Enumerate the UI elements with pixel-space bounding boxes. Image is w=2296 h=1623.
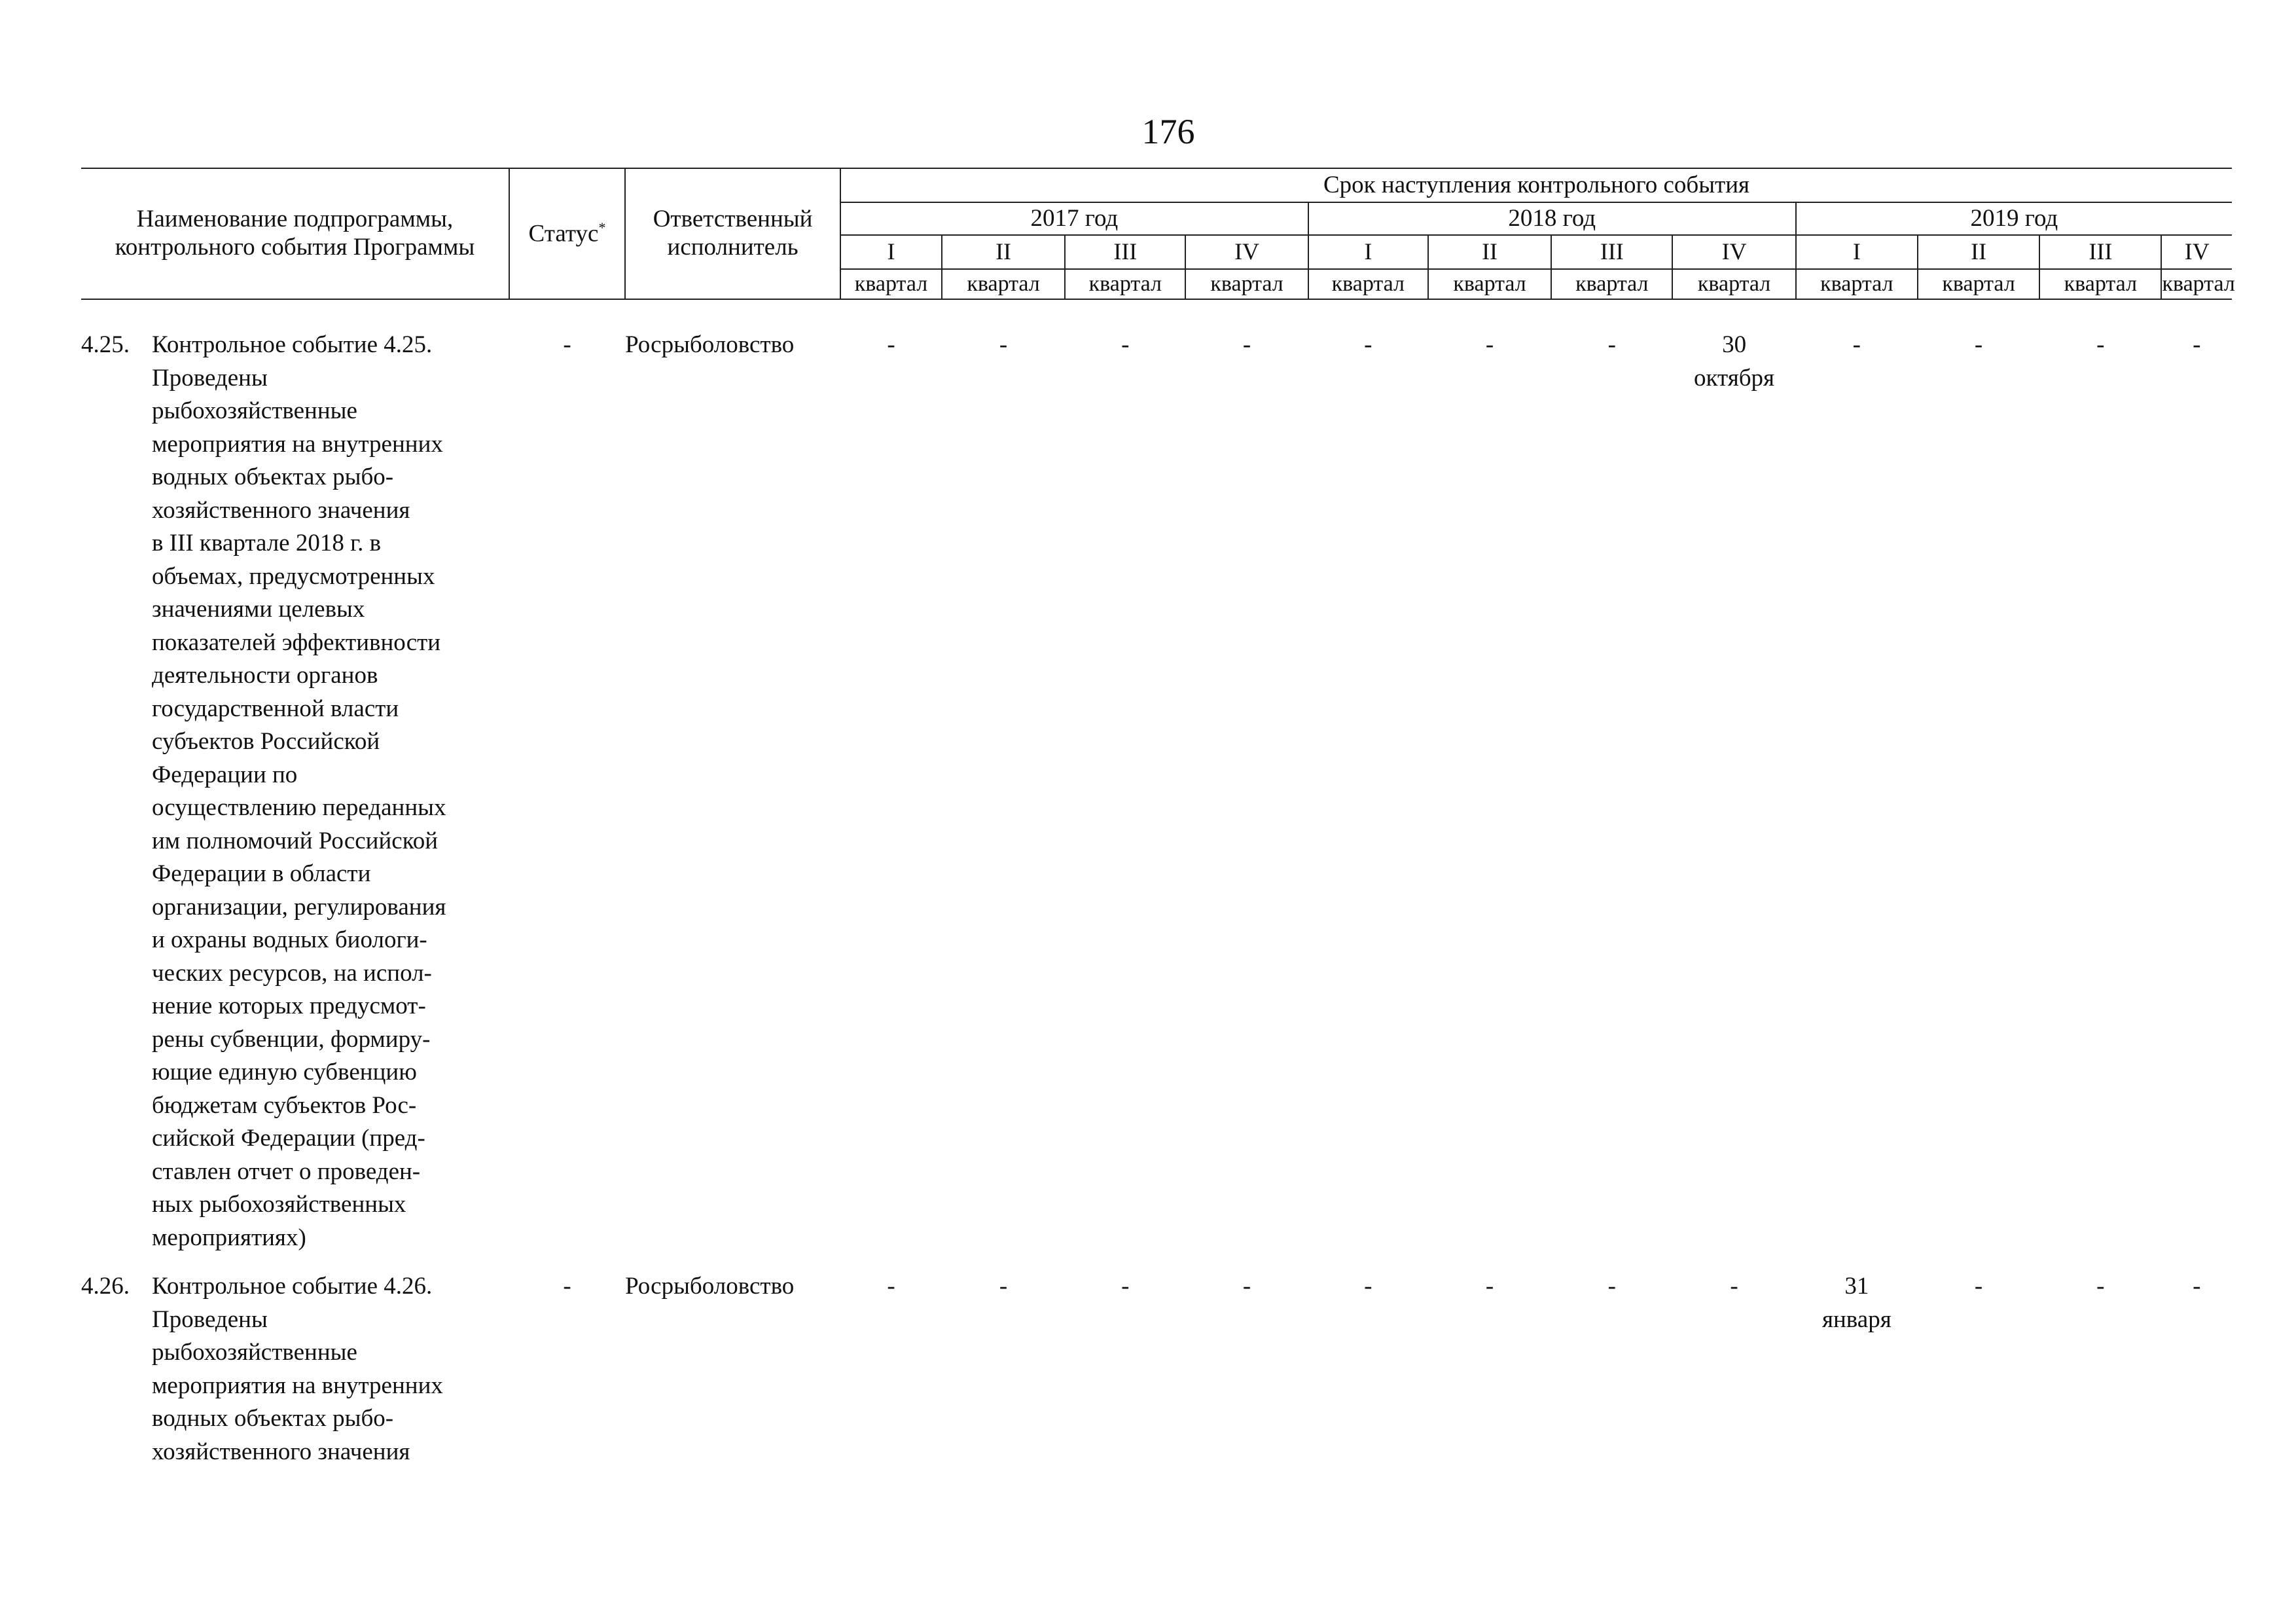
header-quarter-numeral: IV: [1185, 235, 1308, 269]
header-quarter-numeral: III: [1551, 235, 1672, 269]
row-gap: [81, 1254, 2232, 1270]
quarter-cell: -: [1121, 331, 1130, 358]
header-quarter-numeral: I: [840, 235, 942, 269]
table-body: [81, 299, 2232, 1468]
quarter-cell: -: [1974, 331, 1983, 358]
header-quarter-word: квартал: [840, 269, 942, 299]
quarter-cell: -: [1364, 1273, 1372, 1300]
row-number: 4.25.: [81, 331, 130, 358]
header-year: 2019 год: [1796, 202, 2232, 235]
status-value: -: [563, 1273, 571, 1300]
status-footnote-mark: *: [598, 219, 606, 236]
quarter-cell: -: [1607, 1273, 1616, 1300]
header-year: 2018 год: [1308, 202, 1796, 235]
quarter-cell: -: [999, 331, 1008, 358]
table-row: [81, 329, 2232, 1254]
header-status-column: [509, 168, 625, 299]
header-quarter-numeral: III: [1065, 235, 1185, 269]
executor-value: Росрыболовство: [625, 1273, 795, 1300]
header-quarter-word: квартал: [1551, 269, 1672, 299]
header-quarter-word: квартал: [2161, 269, 2232, 299]
table-header: [81, 168, 2235, 299]
header-quarter-word: квартал: [1308, 269, 1428, 299]
quarter-cell: -: [1364, 331, 1372, 358]
header-quarter-numeral: II: [1918, 235, 2039, 269]
quarter-cell: -: [2096, 331, 2105, 358]
header-quarter-numeral: II: [942, 235, 1065, 269]
header-status-label: Статус: [528, 220, 599, 247]
header-deadline-span: Срок наступления контрольного события: [840, 168, 2232, 202]
header-quarter-word: квартал: [942, 269, 1065, 299]
quarter-cell-date: 30 октября: [1694, 331, 1775, 392]
quarter-cell: -: [1485, 331, 1494, 358]
header-quarter-word: квартал: [1796, 269, 1918, 299]
table-row: [81, 1270, 2232, 1468]
header-quarter-numeral: III: [2039, 235, 2161, 269]
quarter-cell: -: [887, 331, 895, 358]
header-name-column: Наименование подпрограммы, контрольного события Программы: [81, 168, 509, 299]
quarter-cell: -: [1121, 1273, 1130, 1300]
header-executor-column: Ответственный исполнитель: [625, 168, 840, 299]
header-body-gap: [81, 299, 2232, 329]
header-year: 2017 год: [840, 202, 1308, 235]
quarter-cell: -: [1485, 1273, 1494, 1300]
status-value: -: [563, 331, 571, 358]
header-quarter-word: квартал: [1918, 269, 2039, 299]
quarter-cell: -: [1242, 1273, 1251, 1300]
quarter-cell: -: [999, 1273, 1008, 1300]
quarter-cell: -: [1974, 1273, 1983, 1300]
quarter-cell: -: [2193, 1273, 2201, 1300]
header-quarter-word: квартал: [1065, 269, 1185, 299]
header-quarter-word: квартал: [1185, 269, 1308, 299]
event-name: Контрольное событие 4.25. Проведены рыбохозяйственные мероприятия на внутренних водных объектах рыбо- хозяйственного значения в III квартале 2018 г. в объемах, предусмотренных значениями целевых показателей эффективности деятельности органов государственной власти субъектов Российской Федерации по осуществлению переданных им полномочий Российской Федерации в области организации, регулирования и охраны водных биологи- ческих ресурсов, на испол- нение которых предусмот- рены субвенции, формиру- ющие единую субвенцию бюджетам субъектов Рос- сийской Федерации (пред- ставлен отчет о проведен- ных рыбохозяйственных мероприятиях): [152, 331, 446, 1251]
quarter-cell: -: [1242, 331, 1251, 358]
control-events-table: [81, 168, 2235, 1468]
quarter-cell: -: [1852, 331, 1861, 358]
page-number: 176: [1141, 112, 1195, 151]
quarter-cell: -: [1730, 1273, 1738, 1300]
header-quarter-numeral: I: [1796, 235, 1918, 269]
event-name: Контрольное событие 4.26. Проведены рыбохозяйственные мероприятия на внутренних водных объектах рыбо- хозяйственного значения: [152, 1273, 443, 1465]
header-quarter-numeral: IV: [1672, 235, 1795, 269]
header-quarter-numeral: I: [1308, 235, 1428, 269]
row-number: 4.26.: [81, 1273, 130, 1300]
quarter-cell: -: [1607, 331, 1616, 358]
quarter-cell: -: [887, 1273, 895, 1300]
executor-value: Росрыболовство: [625, 331, 795, 358]
header-quarter-word: квартал: [1428, 269, 1551, 299]
header-quarter-word: квартал: [1672, 269, 1795, 299]
quarter-cell-date: 31 января: [1821, 1273, 1892, 1333]
header-quarter-numeral: IV: [2161, 235, 2232, 269]
quarter-cell: -: [2096, 1273, 2105, 1300]
header-quarter-word: квартал: [2039, 269, 2161, 299]
header-quarter-numeral: II: [1428, 235, 1551, 269]
quarter-cell: -: [2193, 331, 2201, 358]
